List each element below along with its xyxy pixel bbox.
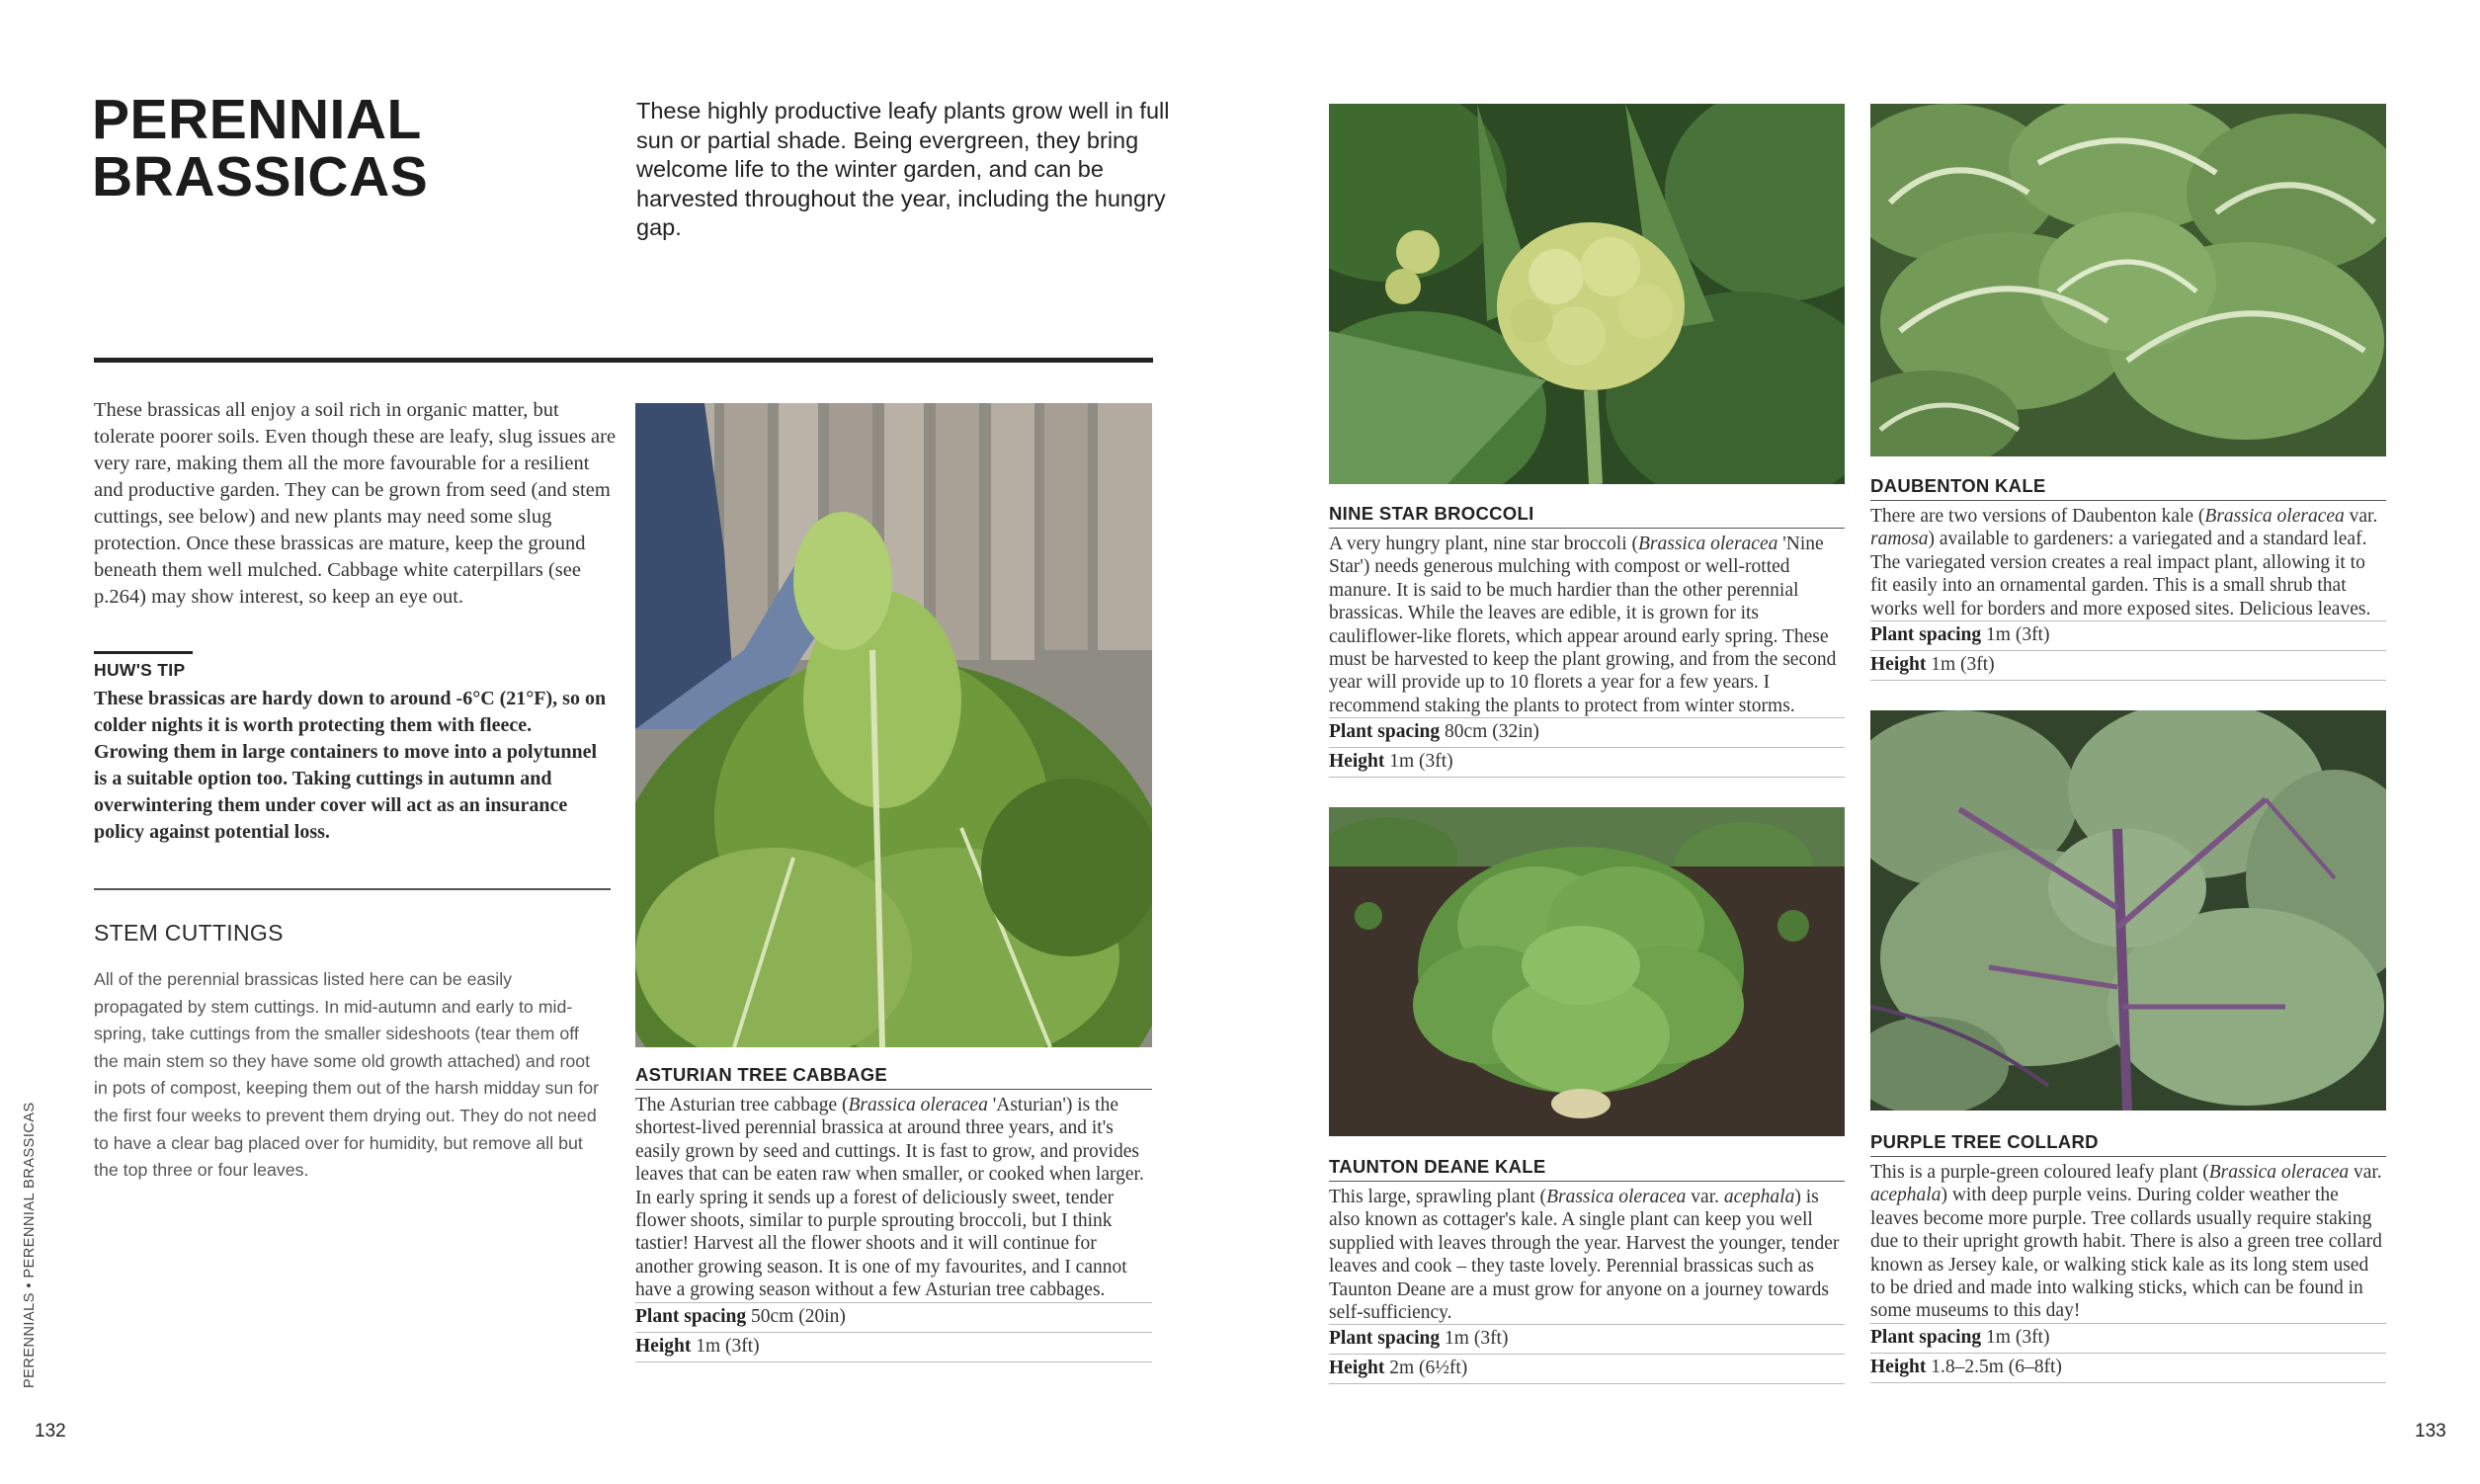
daubenton-height [1870, 650, 2386, 681]
desc-text: ) is also known as cottager's kale. A single plant can keep you well supplied with leaves through the year. Harvest the younger, tender leaves and cook – they taste lovely. Perennial brassicas such as Taunton Deane are a must grow for anyone on a journey towards self-sufficiency. [1329, 1187, 1840, 1324]
spec-value: 1m (3ft) [1986, 624, 2050, 646]
title-rule [94, 358, 1153, 363]
taunton-entry [1329, 1156, 1845, 1384]
page-title-line1: PERENNIAL [92, 88, 422, 151]
intro-paragraph: These highly productive leafy plants grow well in full sun or partial shade. Being evergreen, they bring welcome life to the winter garden, and can be harvested throughout the year, including the hungry gap. [636, 98, 1170, 240]
tip-heading: HUW'S TIP [94, 660, 186, 680]
purple-collard-spacing [1870, 1323, 2386, 1353]
tip-text: These brassicas are hardy down to around -6°C (21°F), so on colder nights it is worth protecting them with fleece. Growing them in large containers to move into a polytunnel is a suitable option too. Taking cuttings in autumn and overwintering them under cover will act as an insurance policy against potential loss. [94, 688, 607, 843]
desc-text: var. [1686, 1187, 1724, 1207]
desc-text: var. [2344, 506, 2378, 527]
asturian-heading: ASTURIAN TREE CABBAGE [635, 1064, 1152, 1090]
taunton-description [1329, 1186, 1845, 1324]
body-paragraph: These brassicas all enjoy a soil rich in organic matter, but tolerate poorer soils. Even though these are leafy, slug issues are very rare, making them all the more favourable for a resilient and productive garden. They can be grown from seed (and stem cuttings, see below) and new plants may need some slug protection. Once these brassicas are mature, keep the ground beneath them well mulched. Cabbage white caterpillars (see p.264) may show interest, so keep an eye out. [94, 399, 617, 608]
asturian-spacing [635, 1302, 1152, 1332]
latin-name: acephala [1723, 1187, 1795, 1207]
desc-text: 'Asturian') is the shortest-lived perennial brassica at around three years, and it's easily grown by seed and cuttings. It is fast to grow, and provides leaves that can be eaten raw when smaller, or cooked when larger. In early spring it sends up a forest of deliciously sweet, tender flower shoots, similar to purple sprouting broccoli, but I think tastier! Harvest all the flower shoots and it will continue for another growing season. It is one of my favourites, and I cannot have a growing season without a few Asturian tree cabbages. [635, 1095, 1144, 1301]
spec-label: Height [1329, 1358, 1385, 1379]
taunton-deane-kale-photo [1329, 807, 1845, 1136]
spec-value: 50cm (20in) [751, 1305, 846, 1327]
desc-text: ) with deep purple veins. During colder weather the leaves become more purple. Tree collards usually require staking due to their upright growth habit. There is also a green tree collard known as Jersey kale, or walking stick kale as its long stem used to be dried and made into walking sticks, which can be found in some museums to this day! [1870, 1185, 2382, 1322]
stem-cuttings-text: All of the perennial brassicas listed here can be easily propagated by stem cuttings. In mid-autumn and early to mid-spring, take cuttings from the smaller sideshoots (tear them off the main stem so they have some old growth attached) and root in pots of compost, keeping them out of the harsh midday sun for the first four weeks to prevent them drying out. They do not need to have a clear bag placed over for humidity, but remove all but the top three or four leaves. [94, 969, 600, 1181]
purple-tree-collard-photo [1870, 710, 2386, 1111]
desc-text: The Asturian tree cabbage ( [635, 1095, 849, 1115]
page-title [92, 88, 645, 208]
purple-collard-heading: PURPLE TREE COLLARD [1870, 1131, 2386, 1157]
asturian-entry [635, 1064, 1152, 1362]
purple-collard-description [1870, 1161, 2386, 1323]
spec-label: Height [1329, 751, 1385, 773]
spec-label: Height [1870, 1356, 1927, 1377]
desc-text: This large, sprawling plant ( [1329, 1187, 1547, 1207]
desc-text: ) available to gardeners: a variegated and a standard leaf. The variegated version creates a real impact plant, allowing it to fit easily into an ornamental garden. This is a small shrub that works well for borders and more exposed sites. Delicious leaves. [1870, 529, 2371, 619]
purple-collard-entry [1870, 1131, 2386, 1383]
spec-value: 1m (3ft) [1931, 654, 1995, 676]
spec-value: 1m (3ft) [1445, 1328, 1509, 1350]
spec-value: 1m (3ft) [696, 1335, 760, 1357]
desc-text: There are two versions of Daubenton kale ( [1870, 506, 2205, 527]
spec-label: Plant spacing [1870, 624, 1982, 646]
nine-star-height [1329, 747, 1845, 778]
tip-bar [94, 651, 193, 654]
spec-label: Plant spacing [635, 1305, 747, 1327]
page-title-line2: BRASSICAS [92, 145, 429, 208]
daubenton-heading: DAUBENTON KALE [1870, 475, 2386, 501]
spec-label: Plant spacing [1329, 721, 1441, 743]
page-number-left: 132 [35, 1421, 66, 1442]
stem-cuttings-heading: STEM CUTTINGS [94, 920, 284, 946]
latin-name: Brassica oleracea [1638, 534, 1778, 554]
spec-value: 1m (3ft) [1986, 1326, 2050, 1348]
running-head: PERENNIALS • PERENNIAL BRASSICAS [22, 1102, 38, 1388]
daubenton-entry [1870, 475, 2386, 681]
nine-star-heading: NINE STAR BROCCOLI [1329, 503, 1845, 529]
nine-star-description [1329, 533, 1845, 717]
latin-name: Brassica oleracea [2208, 1162, 2350, 1183]
asturian-tree-cabbage-photo [635, 403, 1152, 1047]
latin-name: Brassica oleracea [1546, 1187, 1687, 1207]
desc-text: var. [2349, 1162, 2382, 1183]
daubenton-kale-photo [1870, 104, 2386, 456]
spec-label: Height [1870, 654, 1927, 676]
nine-star-entry [1329, 503, 1845, 778]
purple-collard-height [1870, 1353, 2386, 1383]
taunton-spacing [1329, 1324, 1845, 1354]
spec-label: Plant spacing [1329, 1328, 1441, 1350]
spec-value: 1m (3ft) [1389, 751, 1453, 773]
spec-value: 1.8–2.5m (6–8ft) [1931, 1356, 2062, 1377]
page-number-right: 133 [2415, 1421, 2446, 1442]
latin-name: ramosa [1870, 529, 1929, 550]
nine-star-broccoli-photo [1329, 104, 1845, 484]
desc-text: A very hungry plant, nine star broccoli ( [1329, 534, 1638, 554]
asturian-description [635, 1094, 1152, 1302]
taunton-height [1329, 1354, 1845, 1384]
spec-label: Height [635, 1335, 692, 1357]
latin-name: Brassica oleracea [2204, 506, 2345, 527]
section-rule [94, 888, 611, 890]
taunton-heading: TAUNTON DEANE KALE [1329, 1156, 1845, 1182]
spec-value: 80cm (32in) [1445, 721, 1539, 743]
daubenton-spacing [1870, 620, 2386, 650]
spec-label: Plant spacing [1870, 1326, 1982, 1348]
desc-text: 'Nine Star') needs generous mulching with compost or well-rotted manure. It is said to be much hardier than the other perennial brassicas. While the leaves are edible, it is grown for its cauliflower-like florets, which appear around early spring. These must be harvested to keep the plant growing, and from the second year will provide up to 10 florets a year for a few years. I recommend staking the plants to protect from winter storms. [1329, 534, 1837, 716]
desc-text: This is a purple-green coloured leafy plant ( [1870, 1162, 2209, 1183]
latin-name: acephala [1870, 1185, 1942, 1206]
spec-value: 2m (6½ft) [1389, 1358, 1468, 1379]
asturian-height [635, 1332, 1152, 1362]
daubenton-description [1870, 505, 2386, 620]
nine-star-spacing [1329, 717, 1845, 747]
latin-name: Brassica oleracea [848, 1095, 988, 1115]
